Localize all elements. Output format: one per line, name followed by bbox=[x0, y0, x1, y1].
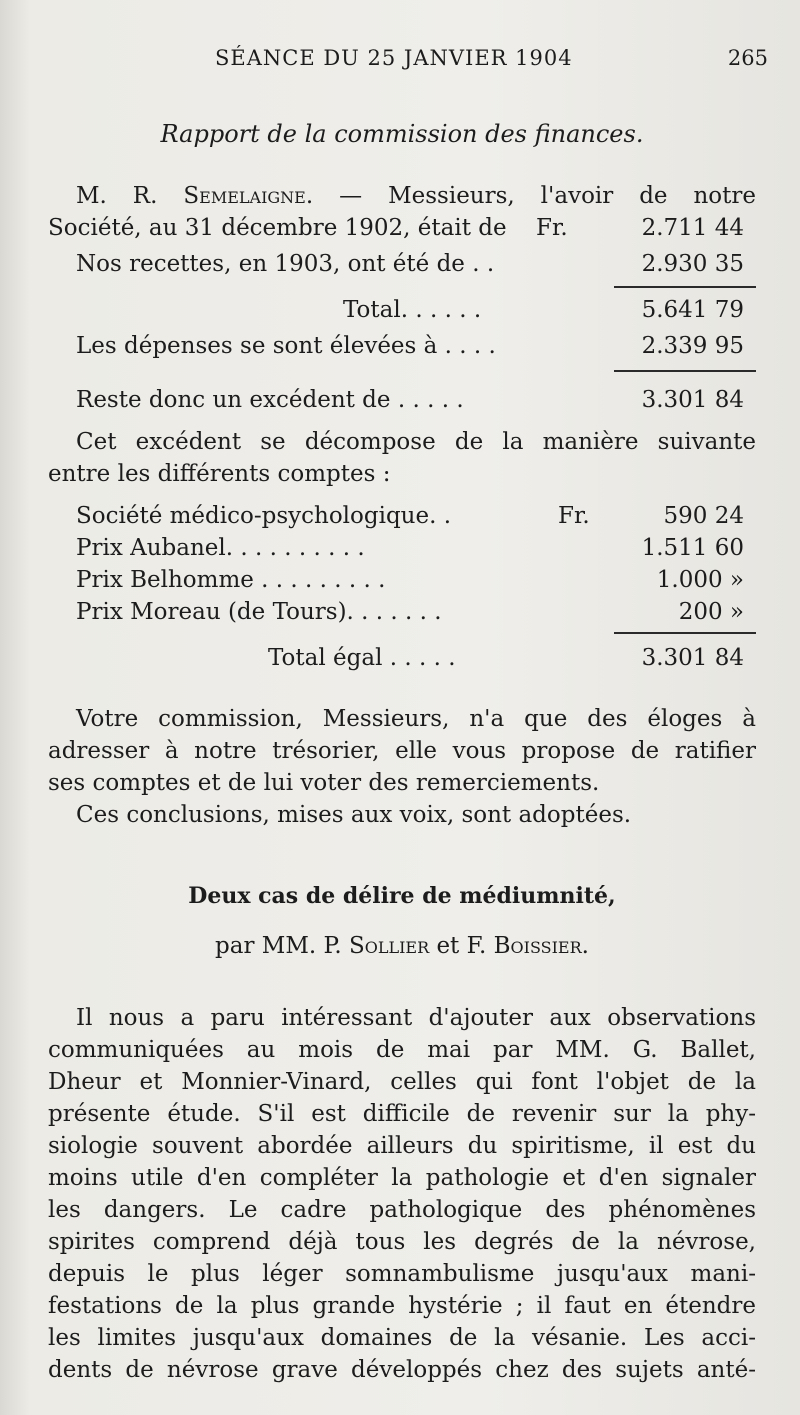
report-title: Rapport de la commission des finances. bbox=[160, 120, 644, 148]
byline-prefix: par MM. P. bbox=[215, 933, 342, 959]
body-line: communiquées au mois de mai par MM. G. Ballet, bbox=[48, 1037, 756, 1063]
conclusion-line: adresser à notre trésorier, elle vous propose de ratifier bbox=[48, 738, 756, 764]
breakdown-intro bbox=[48, 426, 756, 490]
receipts-label: Nos recettes, en 1903, ont été de . . bbox=[76, 251, 495, 277]
receipts-value: 2.930 35 bbox=[641, 251, 744, 277]
account-label: Société médico-psychologique. . bbox=[76, 503, 452, 529]
row-balance-1902 bbox=[48, 210, 756, 246]
accounts-summary bbox=[48, 210, 756, 418]
conclusion bbox=[48, 703, 756, 831]
account-currency: Fr. bbox=[558, 503, 590, 529]
account-row bbox=[48, 564, 756, 596]
balance-value: 2.711 44 bbox=[641, 215, 744, 241]
currency-label: Fr. bbox=[536, 215, 568, 241]
body-line: présente étude. S'il est difficile de revenir sur la phy- bbox=[48, 1101, 756, 1127]
body-line: les dangers. Le cadre pathologique des phénomènes bbox=[48, 1197, 756, 1223]
breakdown-line-1: Cet excédent se décompose de la manière suivante bbox=[76, 429, 756, 455]
account-value: 1.511 60 bbox=[641, 535, 744, 561]
account-label: Prix Belhomme . . . . . . . . . bbox=[76, 567, 386, 593]
byline: par MM. P. Sollier et F. Boissier. bbox=[215, 933, 589, 959]
report-title-block bbox=[48, 118, 756, 150]
row-receipts bbox=[48, 246, 756, 282]
article-heading bbox=[48, 880, 756, 912]
rule-total bbox=[614, 286, 756, 288]
conclusion-line: Votre commission, Messieurs, n'a que des éloges à bbox=[76, 706, 756, 732]
body-line: spirites comprend déjà tous les degrés de la névrose, bbox=[48, 1229, 756, 1255]
article-byline bbox=[48, 930, 756, 962]
adopted-line: Ces conclusions, mises aux voix, sont adoptées. bbox=[76, 802, 632, 828]
surplus-value: 3.301 84 bbox=[641, 387, 744, 413]
intro-line-1 bbox=[48, 180, 756, 212]
account-row bbox=[48, 532, 756, 564]
row-surplus bbox=[48, 382, 756, 418]
accounts-breakdown bbox=[48, 500, 756, 676]
balance-label: Société, au 31 décembre 1902, était de bbox=[48, 215, 507, 241]
row-total bbox=[48, 292, 756, 328]
article-title: Deux cas de délire de médiumnité, bbox=[188, 883, 616, 909]
surplus-label: Reste donc un excédent de . . . . . bbox=[76, 387, 464, 413]
account-value: 1.000 » bbox=[656, 567, 744, 593]
breakdown-line-2: entre les différents comptes : bbox=[48, 461, 391, 487]
account-row bbox=[48, 596, 756, 628]
total-equal-value: 3.301 84 bbox=[641, 645, 744, 671]
author-1: Sollier bbox=[348, 933, 430, 959]
account-row bbox=[48, 500, 756, 532]
body-line: festations de la plus grande hystérie ; il faut en étendre bbox=[48, 1293, 756, 1319]
intro-text-1: — Messieurs, l'avoir de notre bbox=[339, 183, 757, 209]
rule-surplus bbox=[614, 370, 756, 372]
total-label: Total. . . . . . bbox=[343, 297, 482, 323]
article-body bbox=[48, 1002, 756, 1386]
total-equal-label: Total égal . . . . . bbox=[268, 645, 456, 671]
body-line: depuis le plus léger somnambulisme jusqu'aux mani- bbox=[48, 1261, 756, 1287]
body-line: Dheur et Monnier-Vinard, celles qui font l'objet de la bbox=[48, 1069, 756, 1095]
account-value: 590 24 bbox=[663, 503, 744, 529]
account-value: 200 » bbox=[678, 599, 744, 625]
body-line: dents de névrose grave développés chez des sujets anté- bbox=[48, 1357, 756, 1383]
rule-total-equal bbox=[614, 632, 756, 634]
account-label: Prix Aubanel. . . . . . . . . . bbox=[76, 535, 365, 561]
author-2: Boissier bbox=[493, 933, 582, 959]
conclusion-line: ses comptes et de lui voter des remerciements. bbox=[48, 770, 600, 796]
page-number: 265 bbox=[727, 46, 768, 70]
body-line: siologie souvent abordée ailleurs du spiritisme, il est du bbox=[48, 1133, 756, 1159]
body-line: moins utile d'en compléter la pathologie et d'en signaler bbox=[48, 1165, 756, 1191]
body-line: Il nous a paru intéressant d'ajouter aux observations bbox=[76, 1005, 756, 1031]
page-header bbox=[0, 40, 800, 80]
row-total-equal bbox=[48, 640, 756, 676]
byline-joiner: et F. bbox=[436, 933, 487, 959]
account-label: Prix Moreau (de Tours). . . . . . . bbox=[76, 599, 442, 625]
speaker-name: M. R. Semelaigne. bbox=[76, 183, 314, 209]
report-intro bbox=[48, 180, 756, 212]
total-value: 5.641 79 bbox=[641, 297, 744, 323]
expenses-label: Les dépenses se sont élevées à . . . . bbox=[76, 333, 496, 359]
expenses-value: 2.339 95 bbox=[641, 333, 744, 359]
body-line: les limites jusqu'aux domaines de la vésanie. Les acci- bbox=[48, 1325, 756, 1351]
running-title: SÉANCE DU 25 JANVIER 1904 bbox=[215, 46, 573, 70]
row-expenses bbox=[48, 328, 756, 364]
